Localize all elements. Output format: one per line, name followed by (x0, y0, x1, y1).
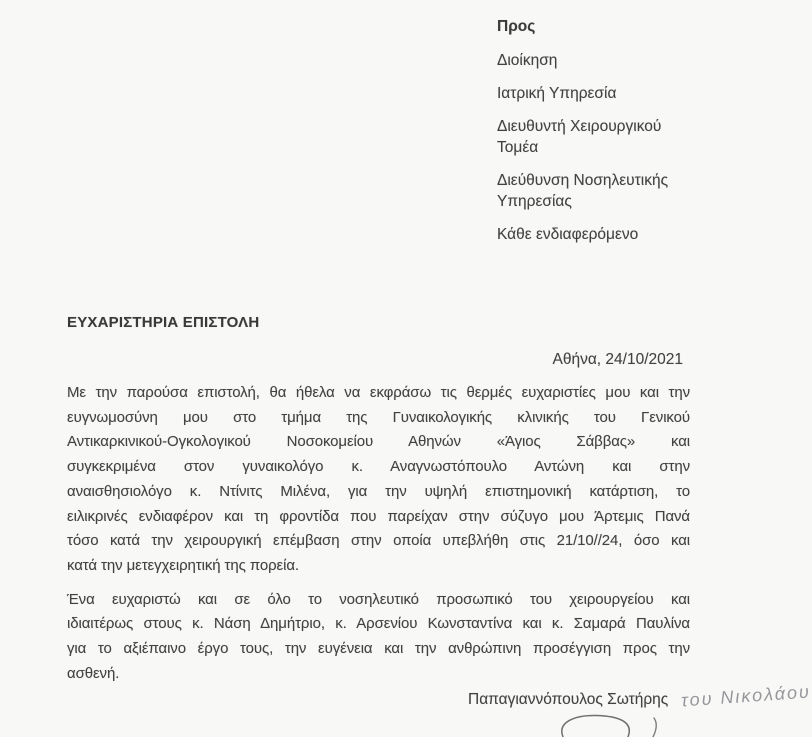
body-line: Με την παρούσα επιστολή, θα ήθελα να εκφράσω τις θερμές ευχαριστίες μου και την (67, 384, 690, 401)
body-line: ιδιαιτέρως στους κ. Νάση Δημήτριο, κ. Αρσενίου Κωνσταντίνα και κ. Σαμαρά Παυλίνα (67, 615, 690, 633)
body-line: ασθενή. (67, 664, 120, 682)
handwritten-signature-icon (543, 711, 673, 737)
body-line: Αντικαρκινικού-Ογκολογικού Νοσοκομείου Αθηνών «Άγιος Σάββας» και (67, 433, 690, 451)
recipient-item: Διοίκηση (497, 52, 558, 69)
body-line: για το αξιέπαινο έργο τους, την ευγένεια και την ανθρώπινη προσέγγιση προς την (67, 640, 690, 658)
body-line: κατά την μετεγχειρητική της πορεία. (67, 556, 299, 574)
dateline: Αθήνα, 24/10/2021 (552, 351, 683, 368)
recipients-heading: Προς (497, 18, 536, 35)
body-line: συγκεκριμένα στον γυναικολόγο κ. Αναγνωστόπουλο Αντώνη και στην (67, 458, 690, 476)
recipient-item: Διευθυντή Χειρουργικού Τομέα (497, 118, 662, 156)
letter-body (67, 381, 690, 695)
handwritten-note: του Νικολάου (680, 681, 812, 711)
body-line: Ένα ευχαριστώ και σε όλο το νοσηλευτικό προσωπικό του χειρουργείου και (67, 590, 690, 608)
recipient-item: Διεύθυνση Νοσηλευτικής Υπηρεσίας (497, 172, 669, 210)
recipient-item: Ιατρική Υπηρεσία (497, 85, 617, 102)
recipients-block (497, 16, 689, 257)
paragraph (67, 381, 690, 579)
body-line: ευγνωμοσύνη μου στο τμήμα της Γυναικολογικής κλινικής του Γενικού (67, 408, 690, 426)
signature-name: Παπαγιαννόπουλος Σωτήρης (468, 691, 669, 708)
recipient-item: Κάθε ενδιαφερόμενο (497, 226, 639, 243)
body-line: ειλικρινές ενδιαφέρον και τη φροντίδα που παρείχαν στην σύζυγο μου Άρτεμις Πανά (67, 507, 690, 525)
body-line: αναισθησιολόγο κ. Ντίνιτς Μιλένα, για την υψηλή επιστημονική κατάρτιση, το (67, 482, 690, 500)
body-line: τόσο κατά την χειρουργική επέμβαση στην οποία υπεβλήθη στις 21/10//24, όσο και (67, 532, 690, 550)
paragraph (67, 588, 690, 687)
letter-title: ΕΥΧΑΡΙΣΤΗΡΙΑ ΕΠΙΣΤΟΛΗ (67, 314, 260, 331)
